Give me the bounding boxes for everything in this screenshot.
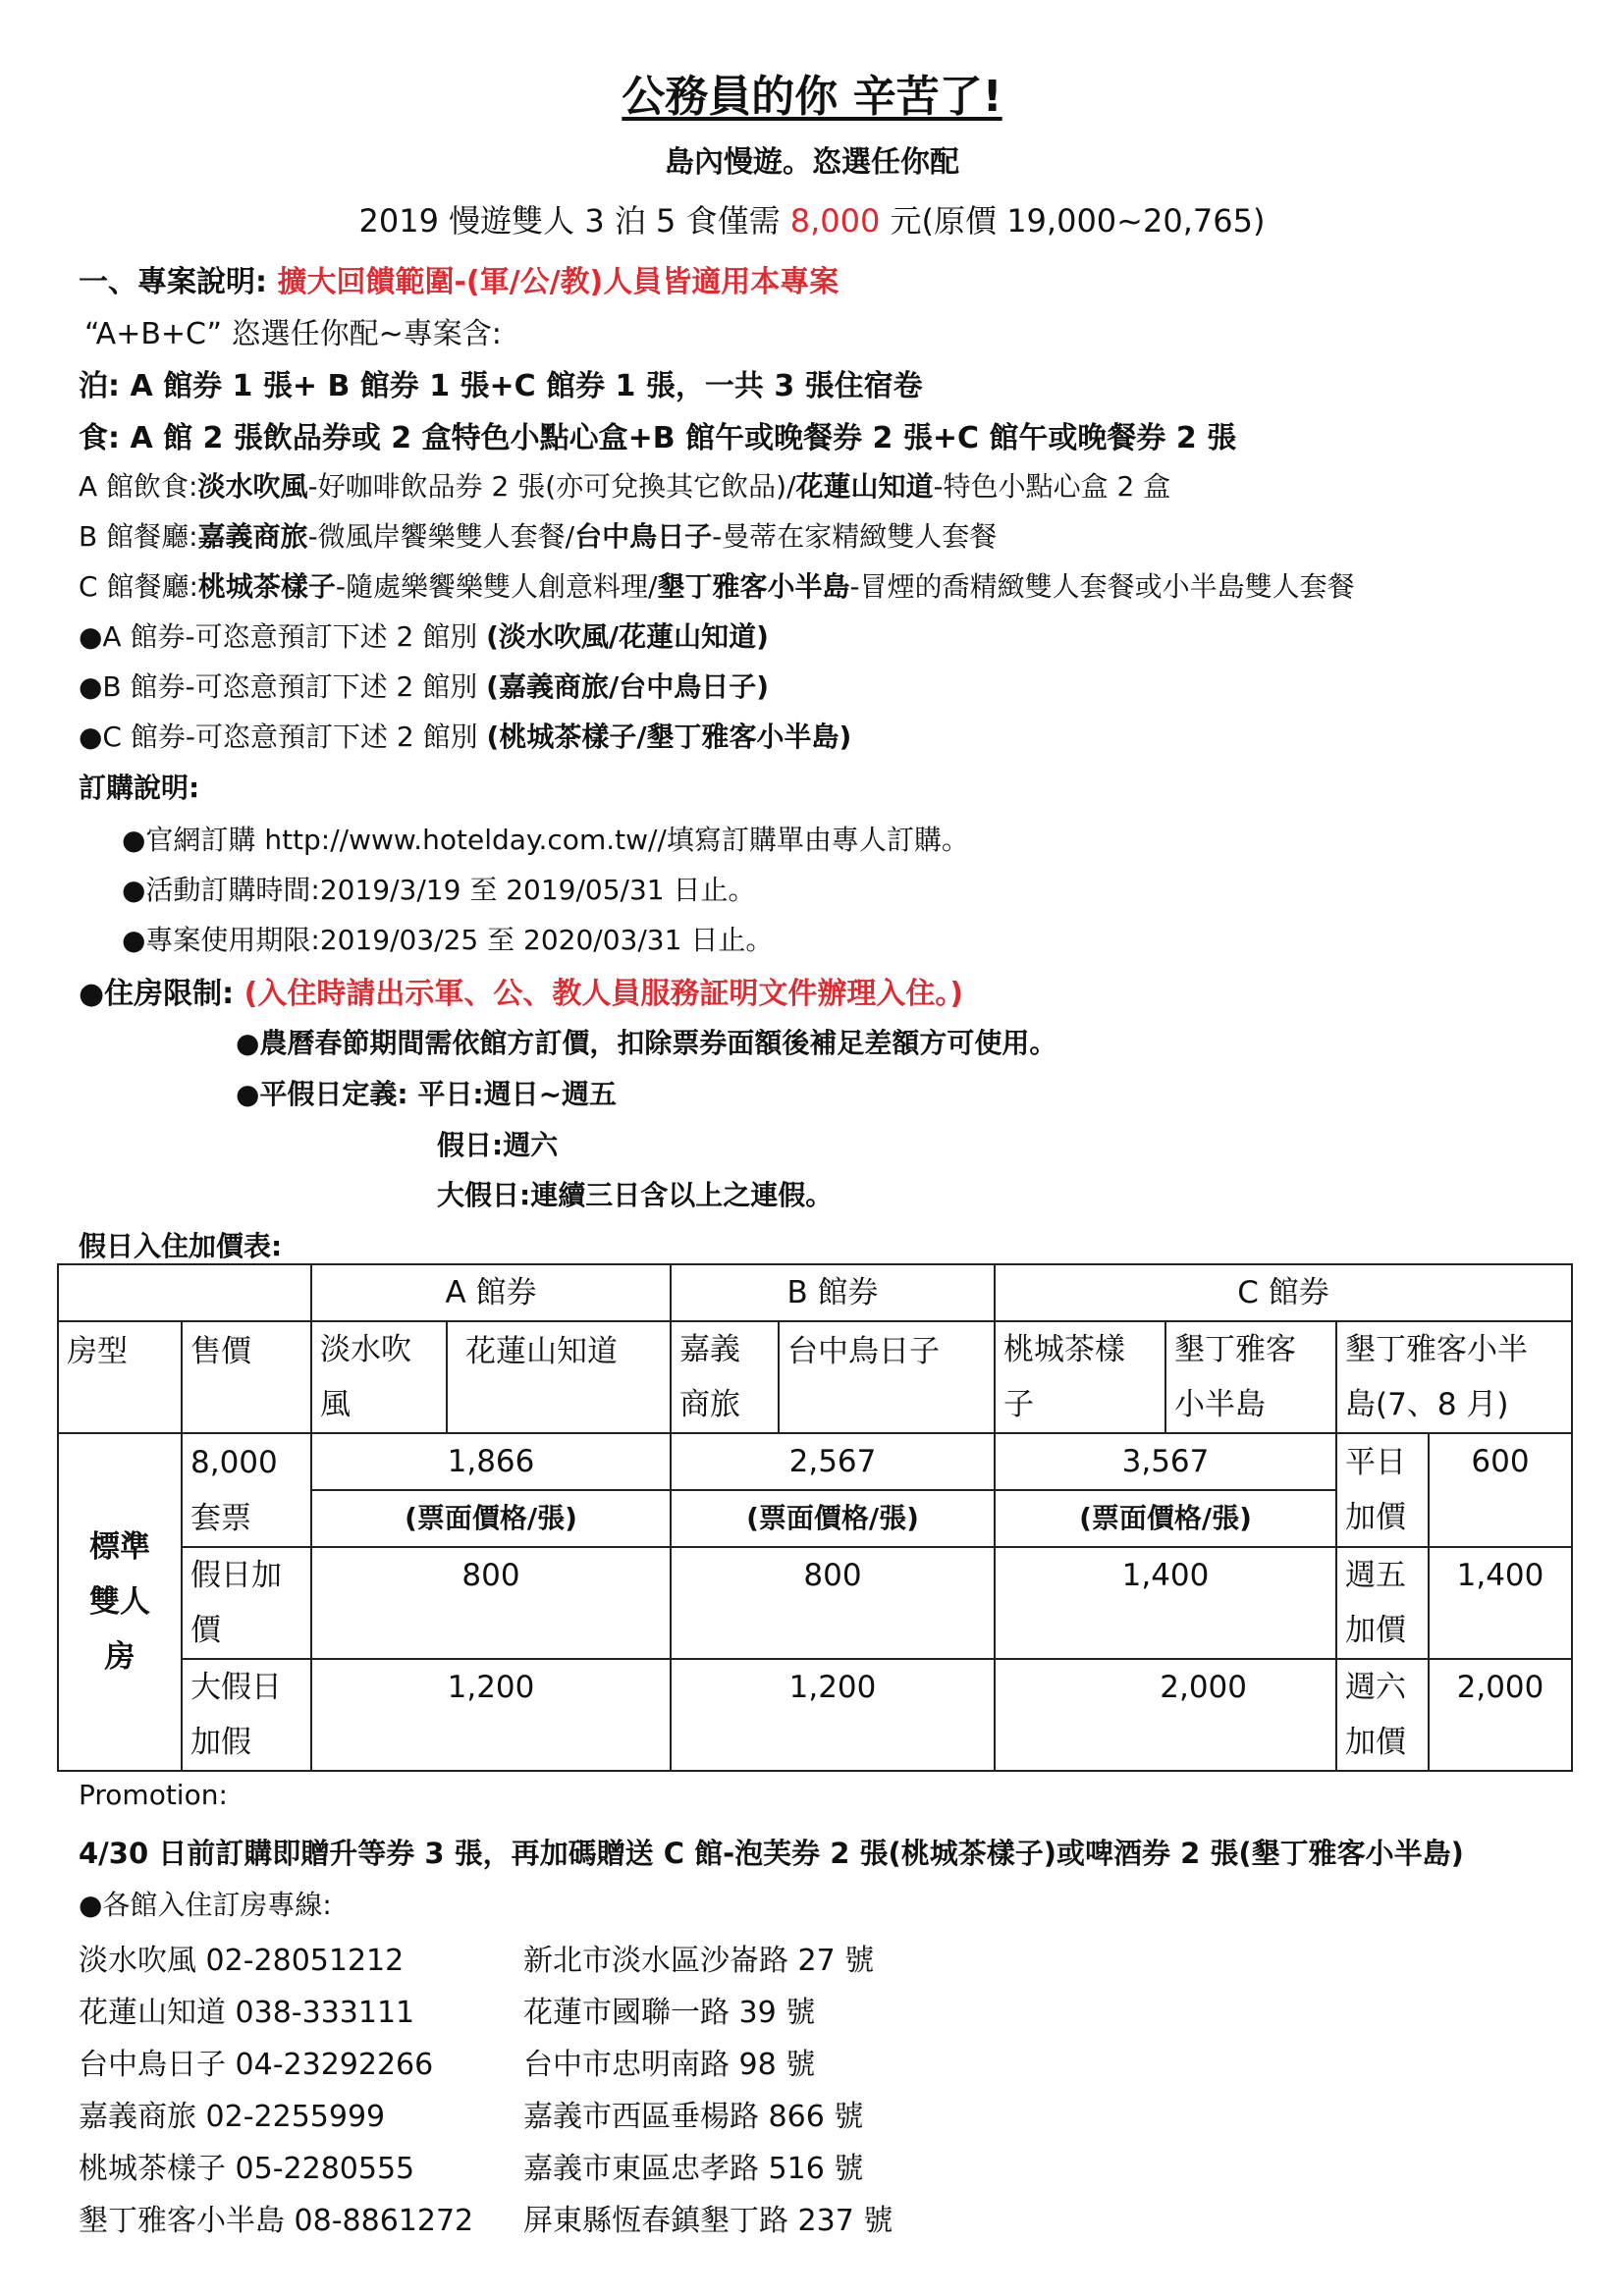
price-highlight: 8,000 bbox=[789, 202, 881, 240]
table-subheader-row bbox=[58, 1321, 1572, 1433]
price-line: 2019 慢遊雙人 3 泊 5 食僅需 8,000 元(原價 19,000~20,765) bbox=[358, 202, 1266, 240]
hotel-c1: 桃城茶樣 子 bbox=[995, 1321, 1165, 1433]
section-heading: 一、專案說明: 擴大回饋範圍-(軍/公/教)人員皆適用本專案 bbox=[79, 265, 839, 299]
stay-line: 泊: A 館券 1 張+ B 館券 1 張+C 館券 1 張，一共 3 張住宿卷 bbox=[79, 369, 923, 403]
face-c: 3,567 bbox=[995, 1433, 1336, 1490]
surcharge-table bbox=[57, 1263, 1573, 1772]
contacts-heading: ●各館入住訂房專線: bbox=[79, 1889, 332, 1921]
contact-address: 花蓮市國聯一路 39 號 bbox=[523, 1996, 816, 2030]
order-period: ●活動訂購時間:2019/3/19 至 2019/05/31 日止。 bbox=[122, 874, 756, 906]
long-holiday-label: 大假日 加假 bbox=[182, 1659, 311, 1771]
table-caption: 假日入住加價表: bbox=[79, 1230, 283, 1262]
contact-address: 嘉義市西區垂楊路 866 號 bbox=[523, 2100, 864, 2134]
order-heading: 訂購說明: bbox=[79, 772, 200, 804]
ticket-label: 套票 bbox=[182, 1490, 311, 1547]
contact-address: 嘉義市東區忠孝路 516 號 bbox=[523, 2152, 864, 2186]
holiday-def: 假日:週六 bbox=[437, 1129, 559, 1161]
contact-phone: 嘉義商旅 02-2255999 bbox=[79, 2100, 386, 2134]
hotel-c2: 墾丁雅客 小半島 bbox=[1165, 1321, 1336, 1433]
holiday-a: 800 bbox=[311, 1547, 671, 1659]
contact-address: 新北市淡水區沙崙路 27 號 bbox=[523, 1944, 875, 1978]
contact-phone: 台中鳥日子 04-23292266 bbox=[79, 2048, 434, 2082]
holiday-b: 800 bbox=[671, 1547, 995, 1659]
face-note-b: (票面價格/張) bbox=[671, 1490, 995, 1547]
col-price: 售價 bbox=[182, 1321, 311, 1433]
page-subtitle: 島內慢遊。恣選任你配 bbox=[665, 145, 959, 180]
lunar-note: ●農曆春節期間需依館方訂價，扣除票券面額後補足差額方可使用。 bbox=[236, 1027, 1057, 1059]
face-b: 2,567 bbox=[671, 1433, 995, 1490]
friday-value: 1,400 bbox=[1429, 1547, 1572, 1659]
b-hall-line: B 館餐廳:嘉義商旅-微風岸饗樂雙人套餐/台中鳥日子-曼蒂在家精緻雙人套餐 bbox=[79, 520, 998, 553]
meal-line: 食: A 館 2 張飲品券或 2 盒特色小點心盒+B 館午或晚餐券 2 張+C 館午或晚餐券 2 張 bbox=[79, 421, 1237, 455]
holiday-c: 1,400 bbox=[995, 1547, 1336, 1659]
c-hall-line: C 館餐廳:桃城茶樣子-隨處樂饗樂雙人創意料理/墾丁雅客小半島-冒煙的喬精緻雙人套餐或小半島雙人套餐 bbox=[79, 570, 1355, 603]
saturday-label: 週六 加價 bbox=[1336, 1659, 1429, 1771]
face-note-c: (票面價格/張) bbox=[995, 1490, 1336, 1547]
hotel-a2: 花蓮山知道 bbox=[447, 1321, 671, 1433]
long-holiday-c: 2,000 bbox=[995, 1659, 1336, 1771]
long-holiday-def: 大假日:連續三日含以上之連假。 bbox=[437, 1179, 834, 1211]
holiday-row bbox=[58, 1547, 1572, 1659]
hotel-b2: 台中鳥日子 bbox=[779, 1321, 995, 1433]
face-note-a: (票面價格/張) bbox=[311, 1490, 671, 1547]
header-c: C 館券 bbox=[995, 1264, 1572, 1321]
saturday-value: 2,000 bbox=[1429, 1659, 1572, 1771]
table-header-row bbox=[58, 1264, 1572, 1321]
col-room-type: 房型 bbox=[58, 1321, 182, 1433]
contact-phone: 桃城茶樣子 05-2280555 bbox=[79, 2152, 415, 2186]
order-web: ●官網訂購 http://www.hotelday.com.tw//填寫訂購單由專人訂購。 bbox=[122, 824, 969, 856]
weekday-value: 600 bbox=[1429, 1433, 1572, 1547]
a-hall-line: A 館飲食:淡水吹風-好咖啡飲品券 2 張(亦可兌換其它飲品)/花蓮山知道-特色小點心盒 2 盒 bbox=[79, 470, 1171, 503]
header-b: B 館券 bbox=[671, 1264, 995, 1321]
long-holiday-a: 1,200 bbox=[311, 1659, 671, 1771]
contact-address: 台中市忠明南路 98 號 bbox=[523, 2048, 816, 2082]
ticket-price: 8,000 bbox=[182, 1433, 311, 1490]
combo-line: “A+B+C” 恣選任你配~專案含: bbox=[84, 317, 502, 351]
face-a: 1,866 bbox=[311, 1433, 671, 1490]
definition-line: ●平假日定義: 平日:週日~週五 bbox=[236, 1078, 618, 1110]
hotel-a1: 淡水吹 風 bbox=[311, 1321, 447, 1433]
ticket-a-line: ●A 館券-可恣意預訂下述 2 館別 (淡水吹風/花蓮山知道) bbox=[79, 620, 769, 653]
contact-phone: 墾丁雅客小半島 08-8861272 bbox=[79, 2204, 474, 2238]
long-holiday-b: 1,200 bbox=[671, 1659, 995, 1771]
ticket-c-line: ●C 館券-可恣意預訂下述 2 館別 (桃城茶樣子/墾丁雅客小半島) bbox=[79, 721, 852, 753]
room-type-standard: 標準 雙人 房 bbox=[58, 1433, 182, 1771]
page-title: 公務員的你 辛苦了! bbox=[622, 72, 1002, 122]
friday-label: 週五 加價 bbox=[1336, 1547, 1429, 1659]
header-a: A 館券 bbox=[311, 1264, 671, 1321]
limit-line: ●住房限制: (入住時請出示軍、公、教人員服務証明文件辦理入住。) bbox=[79, 977, 964, 1011]
hotel-b1: 嘉義 商旅 bbox=[671, 1321, 779, 1433]
contact-address: 屏東縣恆春鎮墾丁路 237 號 bbox=[523, 2204, 893, 2238]
face-price-row bbox=[58, 1433, 1572, 1490]
contact-phone: 花蓮山知道 038-333111 bbox=[79, 1996, 415, 2030]
holiday-label: 假日加 價 bbox=[182, 1547, 311, 1659]
long-holiday-row bbox=[58, 1659, 1572, 1771]
weekday-label: 平日 加價 bbox=[1336, 1433, 1429, 1547]
contact-phone: 淡水吹風 02-28051212 bbox=[79, 1944, 405, 1978]
promotion-label: Promotion: bbox=[79, 1779, 228, 1811]
order-validity: ●專案使用期限:2019/03/25 至 2020/03/31 日止。 bbox=[122, 924, 774, 956]
ticket-b-line: ●B 館券-可恣意預訂下述 2 館別 (嘉義商旅/台中鳥日子) bbox=[79, 670, 769, 703]
hotel-c3: 墾丁雅客小半 島(7、8 月) bbox=[1336, 1321, 1572, 1433]
promotion-text: 4/30 日前訂購即贈升等券 3 張，再加碼贈送 C 館-泡芙券 2 張(桃城茶樣子)或啤酒券 2 張(墾丁雅客小半島) bbox=[79, 1837, 1464, 1870]
